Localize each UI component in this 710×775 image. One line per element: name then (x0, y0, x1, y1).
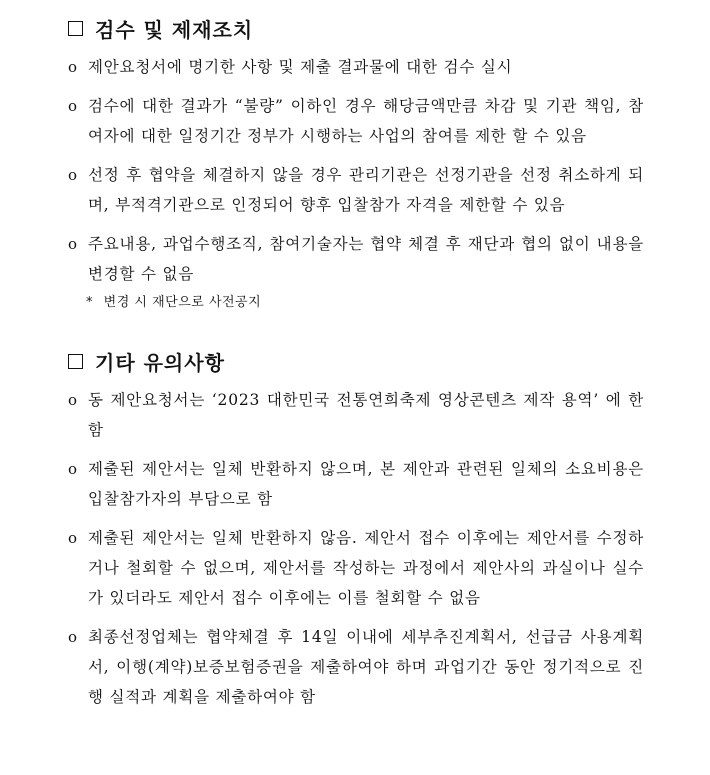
item-text: 주요내용, 과업수행조직, 참여기술자는 협약 체결 후 재단과 협의 없이 내용을 변경할 수 없음 (88, 235, 644, 283)
section-heading (0, 10, 710, 46)
circle-bullet: o (68, 166, 78, 184)
item-text: 제안요청서에 명기한 사항 및 제출 결과물에 대한 검수 실시 (88, 58, 513, 76)
item-list (0, 385, 710, 712)
list-item (0, 52, 710, 82)
footnote-text: 변경 시 재단으로 사전공지 (103, 295, 262, 310)
list-item (0, 454, 710, 514)
section-title: 기타 유의사항 (95, 350, 225, 375)
list-item (0, 91, 710, 151)
item-text: 제출된 제안서는 일체 반환하지 않으며, 본 제안과 관련된 일체의 소요비용은 입찰참가자의 부담으로 함 (88, 460, 644, 508)
circle-bullet: o (68, 628, 78, 646)
footnote (0, 291, 710, 315)
square-bullet-icon (68, 21, 83, 36)
item-text: 최종선정업체는 협약체결 후 14일 이내에 세부추진계획서, 선급금 사용계획서, 이행(계약)보증보험증권을 제출하여야 하며 과업기간 동안 정기적으로 진행 실적과 계획을 제출하여야 함 (88, 628, 644, 706)
item-text: 동 제안요청서는 ‘2023 대한민국 전통연희축제 영상콘텐츠 제작 용역’ 에 한함 (88, 391, 644, 439)
circle-bullet: o (68, 97, 78, 115)
section-other-notes (0, 343, 710, 712)
item-list (0, 52, 710, 289)
list-item (0, 229, 710, 289)
section-inspection-sanctions (0, 10, 710, 315)
circle-bullet: o (68, 529, 78, 547)
section-heading (0, 343, 710, 379)
circle-bullet: o (68, 391, 78, 409)
list-item (0, 523, 710, 613)
list-item (0, 385, 710, 445)
circle-bullet: o (68, 235, 78, 253)
square-bullet-icon (68, 354, 83, 369)
item-text: 검수에 대한 결과가 “불량” 이하인 경우 해당금액만큼 차감 및 기관 책임, 참여자에 대한 일정기간 정부가 시행하는 사업의 참여를 제한 할 수 있음 (88, 97, 644, 145)
circle-bullet: o (68, 460, 78, 478)
item-text: 제출된 제안서는 일체 반환하지 않음. 제안서 접수 이후에는 제안서를 수정하거나 철회할 수 없으며, 제안서를 작성하는 과정에서 제안사의 과실이나 실수가 있더라도 제안서 접수 이후에는 이를 철회할 수 없음 (88, 529, 644, 607)
circle-bullet: o (68, 58, 78, 76)
item-text: 선정 후 협약을 체결하지 않을 경우 관리기관은 선정기관을 선정 취소하게 되며, 부적격기관으로 인정되어 향후 입찰참가 자격을 제한할 수 있음 (88, 166, 644, 214)
list-item (0, 622, 710, 712)
list-item (0, 160, 710, 220)
section-title: 검수 및 제재조치 (95, 17, 254, 42)
asterisk-mark: * (86, 295, 93, 310)
